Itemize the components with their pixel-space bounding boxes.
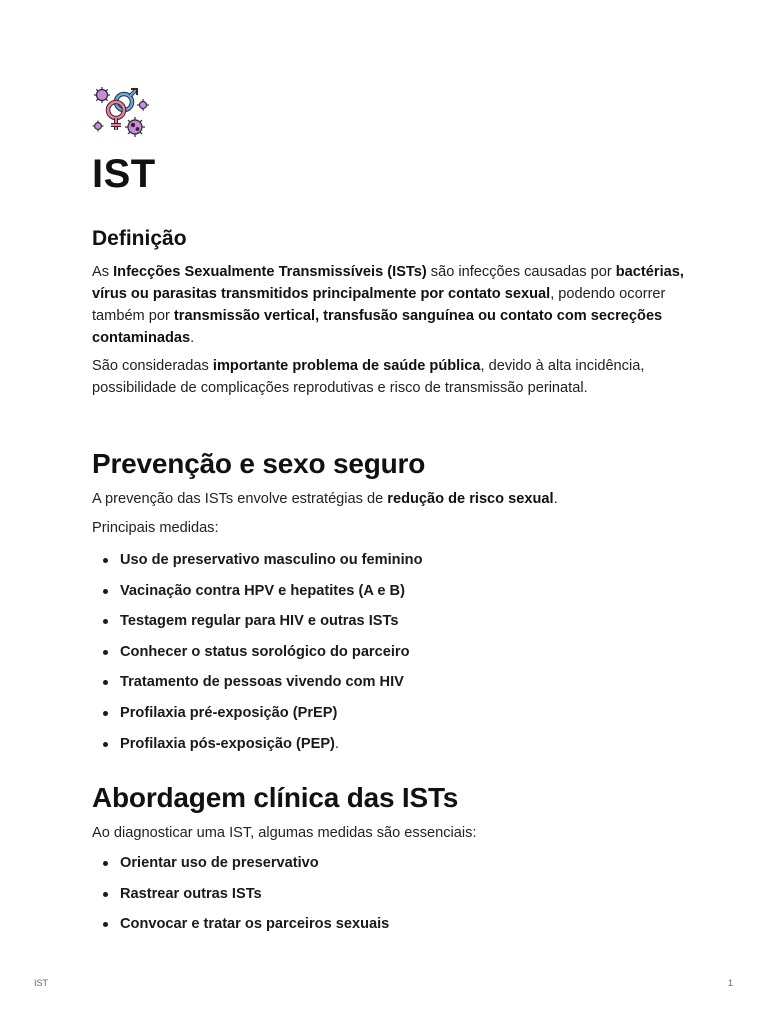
bold-text: importante problema de saúde pública [212, 358, 481, 374]
list-item: Conhecer o status sorológico do parceiro [92, 641, 423, 672]
text-run: . [553, 491, 558, 507]
definicao-paragraph-1 [92, 261, 692, 349]
text-run: , devido à alta incidência, possibilidade de complicações reprodutivas e risco de transmissão perinatal. [92, 358, 645, 396]
bold-text: Infecções Sexualmente Transmissíveis (ISTs) [113, 264, 427, 280]
text-run: , podendo ocorrer também por [92, 286, 666, 324]
list-item-suffix: . [334, 735, 339, 752]
list-item: Vacinação contra HPV e hepatites (A e B) [92, 580, 423, 611]
text-run: A prevenção das ISTs envolve estratégias de [92, 491, 388, 507]
list-item: Rastrear outras ISTs [92, 883, 389, 914]
text-run: As [92, 264, 114, 280]
page-title: IST [92, 152, 156, 196]
list-item: Testagem regular para HIV e outras ISTs [92, 610, 423, 641]
prevencao-paragraph-1 [92, 488, 692, 510]
heading-definicao: Definição [92, 227, 187, 250]
bold-text: transmissão vertical, transfusão sanguínea ou contato com secreções contaminadas [92, 308, 663, 346]
heading-abordagem: Abordagem clínica das ISTs [92, 782, 459, 813]
list-item: Orientar uso de preservativo [92, 852, 389, 883]
text-run: São consideradas [92, 358, 213, 374]
list-item: Profilaxia pré-exposição (PrEP) [92, 702, 423, 733]
list-item: Tratamento de pessoas vivendo com HIV [92, 671, 423, 702]
prevencao-paragraph-2: Principais medidas: [92, 520, 219, 536]
bold-text: bactérias, vírus ou parasitas transmitidos principalmente por contato sexual [92, 264, 684, 302]
text-run: são infecções causadas por [426, 264, 616, 280]
text-run: . [190, 330, 195, 346]
abordagem-list [92, 852, 389, 944]
footer-title: IST [34, 978, 49, 988]
heading-prevencao: Prevenção e sexo seguro [92, 448, 426, 479]
abordagem-paragraph-1: Ao diagnosticar uma IST, algumas medidas são essenciais: [92, 825, 477, 841]
list-item: Convocar e tratar os parceiros sexuais [92, 913, 389, 944]
list-item: Uso de preservativo masculino ou feminino [92, 549, 423, 580]
definicao-paragraph-2 [92, 355, 692, 399]
bold-text: redução de risco sexual [387, 491, 554, 507]
list-item: Profilaxia pós-exposição (PEP). [92, 733, 423, 764]
prevencao-list [92, 549, 423, 763]
sexual-health-germs-icon [92, 86, 150, 142]
page-number: 1 [728, 978, 734, 988]
